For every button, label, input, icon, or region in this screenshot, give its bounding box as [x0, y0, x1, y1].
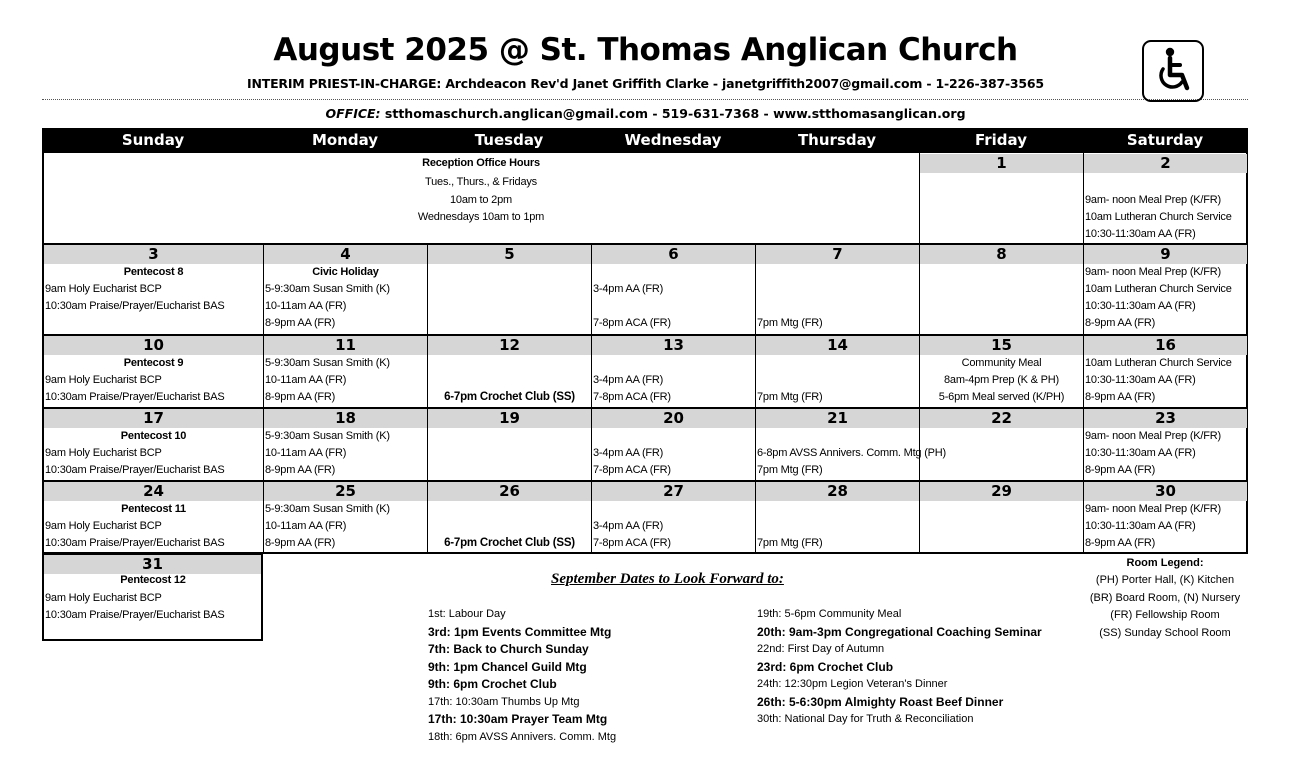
event-line: 9am Holy Eucharist BCP [45, 374, 162, 386]
reception-line: Wednesdays 10am to 1pm [417, 211, 545, 223]
legend-line: (SS) Sunday School Room [1099, 626, 1231, 639]
event-line: 7-8pm ACA (FR) [593, 537, 671, 549]
september-item: 20th: 9am-3pm Congregational Coaching Seminar [757, 624, 1042, 639]
day-number-3: 3 [44, 245, 263, 264]
event-line: 7-8pm ACA (FR) [593, 317, 671, 329]
event-line: 10:30-11:30am AA (FR) [1085, 520, 1196, 532]
september-item: 1st: Labour Day [428, 608, 506, 620]
event-line: 6-7pm Crochet Club (SS) [444, 537, 575, 549]
event-line: 7-8pm ACA (FR) [593, 464, 671, 476]
event-line: 10-11am AA (FR) [265, 447, 347, 459]
day-number-27: 27 [592, 482, 755, 501]
reception-line: 10am to 2pm [449, 193, 512, 206]
event-line: 10-11am AA (FR) [265, 520, 347, 532]
event-line: 10:30am Praise/Prayer/Eucharist BAS [45, 464, 225, 476]
day-number-13: 13 [592, 336, 755, 355]
day-number-28: 28 [756, 482, 919, 501]
day-number-2: 2 [1084, 154, 1247, 173]
event-line: 6-7pm Crochet Club (SS) [444, 391, 575, 403]
event-line: 8-9pm AA (FR) [265, 464, 336, 476]
event-line: Civic Holiday [312, 266, 379, 278]
event-line: 3-4pm AA (FR) [593, 520, 664, 532]
event-line: 10:30am Praise/Prayer/Eucharist BAS [45, 391, 225, 403]
day-number-20: 20 [592, 409, 755, 428]
event-line: 5-6pm Meal served (K/PH) [938, 391, 1065, 403]
office-contact [0, 106, 1291, 121]
event-line: 9am- noon Meal Prep (K/FR) [1085, 266, 1222, 278]
office-label: OFFICE: [325, 106, 381, 121]
wheelchair-icon [1142, 40, 1204, 102]
september-item: 22nd: First Day of Autumn [757, 643, 885, 655]
event-line: 7pm Mtg (FR) [757, 317, 823, 329]
event-line: 10:30-11:30am AA (FR) [1085, 228, 1196, 240]
september-item: 17th: 10:30am Thumbs Up Mtg [428, 695, 580, 708]
legend-line: (PH) Porter Hall, (K) Kitchen [1095, 574, 1235, 586]
legend-line: (BR) Board Room, (N) Nursery [1089, 591, 1241, 604]
event-line: 8-9pm AA (FR) [1085, 464, 1156, 476]
day-number-24: 24 [44, 482, 263, 501]
event-line: 7pm Mtg (FR) [757, 391, 823, 403]
weekday-saturday: Saturday [1126, 131, 1204, 149]
event-line: 5-9:30am Susan Smith (K) [265, 503, 390, 515]
weekday-wednesday: Wednesday [624, 131, 722, 149]
event-line: 5-9:30am Susan Smith (K) [265, 430, 390, 442]
event-line: Pentecost 11 [121, 503, 186, 515]
event-line: 9am- noon Meal Prep (K/FR) [1085, 194, 1222, 206]
september-item: 9th: 6pm Crochet Club [428, 677, 557, 691]
event-line: 7-8pm ACA (FR) [593, 391, 671, 403]
day-number-5: 5 [428, 245, 591, 264]
event-line: 10:30-11:30am AA (FR) [1085, 374, 1196, 386]
day-number-15: 15 [920, 336, 1083, 355]
event-line: 8am-4pm Prep (K & PH) [943, 374, 1059, 386]
event-line: 10-11am AA (FR) [265, 300, 347, 312]
legend-line: (FR) Fellowship Room [1110, 609, 1220, 621]
day-number-22: 22 [920, 409, 1083, 428]
event-line: 7pm Mtg (FR) [757, 464, 823, 476]
day-number-11: 11 [264, 336, 427, 355]
event-line: 9am Holy Eucharist BCP [45, 520, 162, 532]
september-item: 19th: 5-6pm Community Meal [757, 608, 902, 620]
day-number-30: 30 [1084, 482, 1247, 501]
weekday-sunday: Sunday [121, 131, 185, 149]
september-item: 9th: 1pm Chancel Guild Mtg [428, 659, 587, 674]
event-line: 9am Holy Eucharist BCP [45, 591, 162, 604]
day-number-17: 17 [44, 409, 263, 428]
day-number-16: 16 [1084, 336, 1247, 355]
day-number-23: 23 [1084, 409, 1247, 428]
reception-line: Tues., Thurs., & Fridays [425, 176, 537, 188]
weekday-monday: Monday [311, 131, 379, 149]
event-line: 9am Holy Eucharist BCP [45, 283, 162, 295]
day-number-4: 4 [264, 245, 427, 264]
day-number-9: 9 [1084, 245, 1247, 264]
event-line: 8-9pm AA (FR) [1085, 317, 1156, 329]
september-item: 17th: 10:30am Prayer Team Mtg [428, 712, 608, 726]
day-number-31: 31 [44, 555, 261, 574]
event-line: 8-9pm AA (FR) [265, 317, 336, 329]
event-line: 10-11am AA (FR) [265, 374, 347, 386]
day-number-19: 19 [428, 409, 591, 428]
event-line: 10am Lutheran Church Service [1085, 283, 1232, 295]
event-line: Pentecost 9 [123, 357, 184, 369]
september-item: 18th: 6pm AVSS Annivers. Comm. Mtg [428, 730, 617, 743]
event-line: 8-9pm AA (FR) [265, 537, 336, 549]
event-line: 10am Lutheran Church Service [1085, 357, 1232, 369]
september-item: 23rd: 6pm Crochet Club [757, 659, 894, 674]
day-number-1: 1 [920, 154, 1083, 173]
event-line: 5-9:30am Susan Smith (K) [265, 357, 390, 369]
day-number-7: 7 [756, 245, 919, 264]
day-number-10: 10 [44, 336, 263, 355]
office-text: stthomaschurch.anglican@gmail.com - 519-631-7368 - www.stthomasanglican.org [380, 106, 966, 121]
day-number-14: 14 [756, 336, 919, 355]
event-line: 9am Holy Eucharist BCP [45, 447, 162, 459]
event-line: 7pm Mtg (FR) [757, 537, 823, 549]
weekday-friday: Friday [974, 131, 1027, 149]
event-line: 10:30-11:30am AA (FR) [1085, 300, 1196, 312]
september-item: 30th: National Day for Truth & Reconciliation [757, 713, 974, 725]
event-line: 6-8pm AVSS Annivers. Comm. Mtg (PH) [757, 447, 947, 459]
divider [42, 99, 1248, 100]
event-line: 10:30am Praise/Prayer/Eucharist BAS [45, 609, 225, 621]
event-line: 10:30-11:30am AA (FR) [1085, 447, 1196, 459]
reception-title: Reception Office Hours [422, 157, 540, 169]
event-line: 10:30am Praise/Prayer/Eucharist BAS [45, 300, 225, 312]
weekday-tuesday: Tuesday [474, 131, 544, 149]
event-line: 3-4pm AA (FR) [593, 374, 664, 386]
event-line: 8-9pm AA (FR) [1085, 391, 1156, 403]
event-line: 9am- noon Meal Prep (K/FR) [1085, 503, 1222, 515]
september-item: 26th: 5-6:30pm Almighty Roast Beef Dinner [757, 694, 1004, 709]
weekday-thursday: Thursday [797, 131, 877, 149]
event-line: 10:30am Praise/Prayer/Eucharist BAS [45, 537, 225, 549]
day-number-6: 6 [592, 245, 755, 264]
day-number-18: 18 [264, 409, 427, 428]
legend-title: Room Legend: [1126, 557, 1204, 569]
day-number-21: 21 [756, 409, 919, 428]
event-line: 10am Lutheran Church Service [1085, 211, 1232, 223]
event-line: 8-9pm AA (FR) [265, 391, 336, 403]
day-number-25: 25 [264, 482, 427, 501]
september-item: 3rd: 1pm Events Committee Mtg [428, 624, 612, 639]
event-line: 5-9:30am Susan Smith (K) [265, 283, 390, 295]
event-line: Pentecost 8 [123, 266, 184, 278]
event-line: Pentecost 10 [120, 430, 187, 442]
event-line: Pentecost 12 [120, 574, 186, 586]
september-item: 24th: 12:30pm Legion Veteran's Dinner [757, 678, 948, 690]
event-line: Community Meal [961, 357, 1042, 369]
september-heading: September Dates to Look Forward to: [551, 571, 784, 587]
page-title: August 2025 @ St. Thomas Anglican Church [273, 32, 1018, 68]
weekday-header [42, 128, 1248, 153]
event-line: 3-4pm AA (FR) [593, 447, 664, 459]
event-line: 3-4pm AA (FR) [593, 283, 664, 295]
day-number-29: 29 [920, 482, 1083, 501]
priest-contact: INTERIM PRIEST-IN-CHARGE: Archdeacon Rev'd Janet Griffith Clarke - janetgriffith2007@gmail.com - 1-226-387-3565 [247, 76, 1044, 91]
event-line: 9am- noon Meal Prep (K/FR) [1085, 430, 1222, 442]
event-line: 8-9pm AA (FR) [1085, 537, 1156, 549]
september-item: 7th: Back to Church Sunday [428, 642, 589, 656]
day-number-26: 26 [428, 482, 591, 501]
day-number-8: 8 [920, 245, 1083, 264]
day-number-12: 12 [428, 336, 591, 355]
